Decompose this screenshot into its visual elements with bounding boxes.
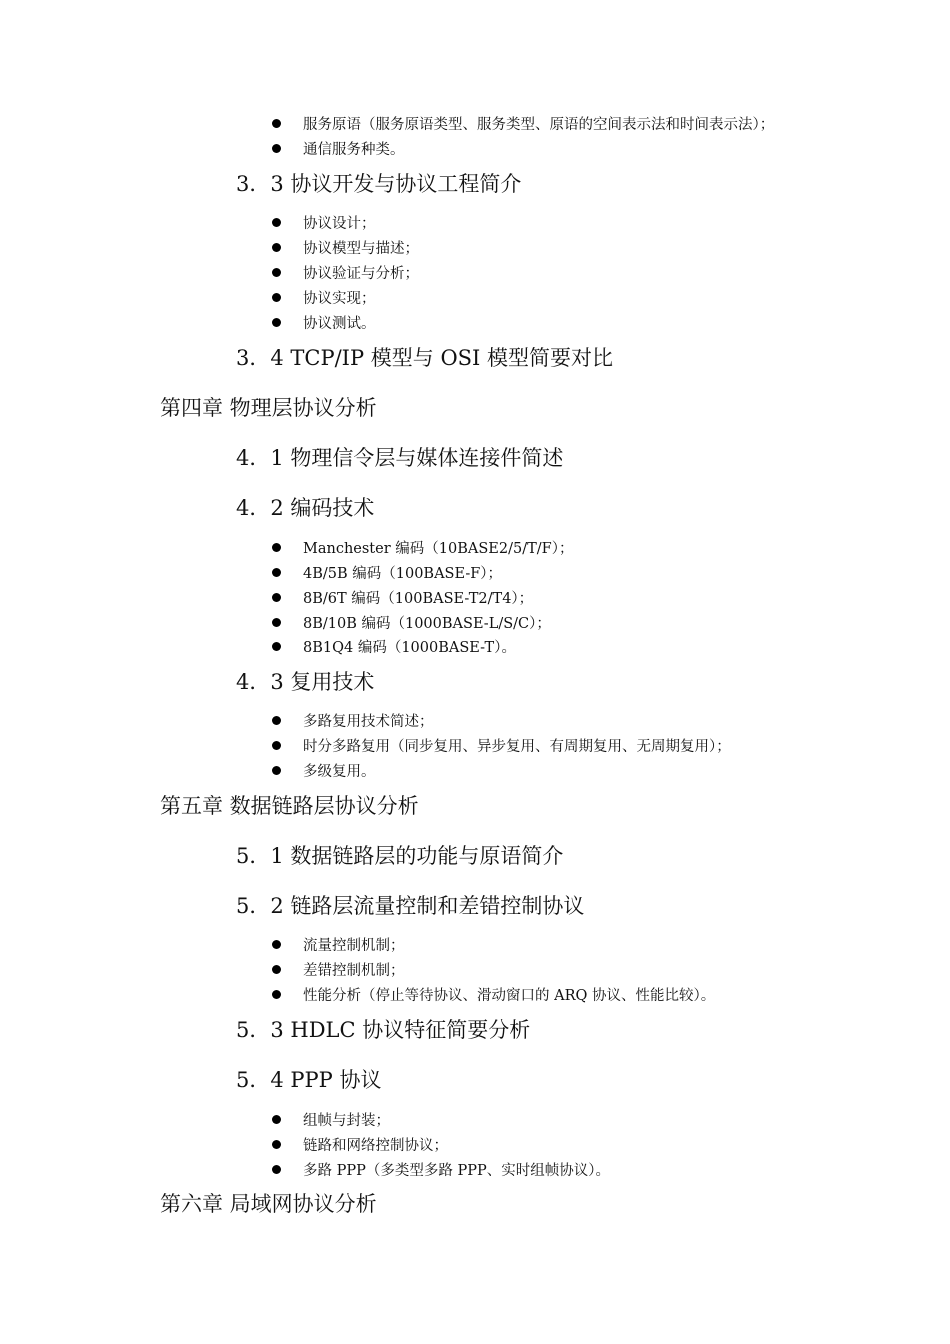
list-item: 差错控制机制； [272, 961, 405, 981]
chapter-heading-6: 第六章 局域网协议分析 [160, 1192, 377, 1216]
section-heading-4-1: 4．1 物理信令层与媒体连接件简述 [236, 446, 564, 470]
list-item: 组帧与封装； [272, 1111, 390, 1131]
bullet-icon [272, 1115, 281, 1124]
list-item: 多路 PPP（多类型多路 PPP、实时组帧协议）。 [272, 1161, 610, 1181]
section-heading-4-2: 4．2 编码技术 [236, 496, 375, 520]
bullet-icon [272, 293, 281, 302]
list-item: 链路和网络控制协议； [272, 1136, 448, 1156]
bullet-icon [272, 144, 281, 153]
bullet-icon [272, 593, 281, 602]
bullet-icon [272, 618, 281, 627]
list-item: 协议设计； [272, 214, 376, 234]
bullet-icon [272, 1140, 281, 1149]
section-heading-4-3: 4．3 复用技术 [236, 670, 375, 694]
bullet-icon [272, 940, 281, 949]
bullet-icon [272, 1165, 281, 1174]
list-item: 8B1Q4 编码（1000BASE-T）。 [272, 638, 516, 658]
list-item: 通信服务种类。 [272, 140, 405, 160]
bullet-icon [272, 218, 281, 227]
bullet-icon [272, 243, 281, 252]
bullet-icon [272, 119, 281, 128]
bullet-icon [272, 318, 281, 327]
bullet-icon [272, 990, 281, 999]
bullet-icon [272, 965, 281, 974]
list-item: 4B/5B 编码（100BASE-F）； [272, 564, 502, 584]
bullet-icon [272, 543, 281, 552]
bullet-icon [272, 766, 281, 775]
list-item: 8B/6T 编码（100BASE-T2/T4）； [272, 589, 533, 609]
list-item: 协议验证与分析； [272, 264, 419, 284]
list-item: 时分多路复用（同步复用、异步复用、有周期复用、无周期复用）； [272, 737, 731, 757]
section-heading-3-4: 3．4 TCP/IP 模型与 OSI 模型简要对比 [236, 346, 614, 370]
list-item: Manchester 编码（10BASE2/5/T/F）； [272, 539, 573, 559]
bullet-icon [272, 642, 281, 651]
section-heading-3-3: 3．3 协议开发与协议工程简介 [236, 172, 522, 196]
list-item: 协议模型与描述； [272, 239, 419, 259]
list-item: 协议实现； [272, 289, 376, 309]
chapter-heading-5: 第五章 数据链路层协议分析 [160, 794, 419, 818]
list-item: 服务原语（服务原语类型、服务类型、原语的空间表示法和时间表示法）； [272, 115, 774, 135]
list-item: 多级复用。 [272, 762, 376, 782]
bullet-icon [272, 741, 281, 750]
list-item: 性能分析（停止等待协议、滑动窗口的 ARQ 协议、性能比较）。 [272, 986, 715, 1006]
section-heading-5-2: 5．2 链路层流量控制和差错控制协议 [236, 894, 585, 918]
section-heading-5-4: 5．4 PPP 协议 [236, 1068, 382, 1092]
list-item: 8B/10B 编码（1000BASE-L/S/C）； [272, 614, 551, 634]
list-item: 协议测试。 [272, 314, 376, 334]
list-item: 流量控制机制； [272, 936, 405, 956]
list-item: 多路复用技术简述； [272, 712, 434, 732]
chapter-heading-4: 第四章 物理层协议分析 [160, 396, 377, 420]
section-heading-5-3: 5．3 HDLC 协议特征简要分析 [236, 1018, 531, 1042]
bullet-icon [272, 268, 281, 277]
bullet-icon [272, 716, 281, 725]
bullet-icon [272, 568, 281, 577]
section-heading-5-1: 5．1 数据链路层的功能与原语简介 [236, 844, 564, 868]
